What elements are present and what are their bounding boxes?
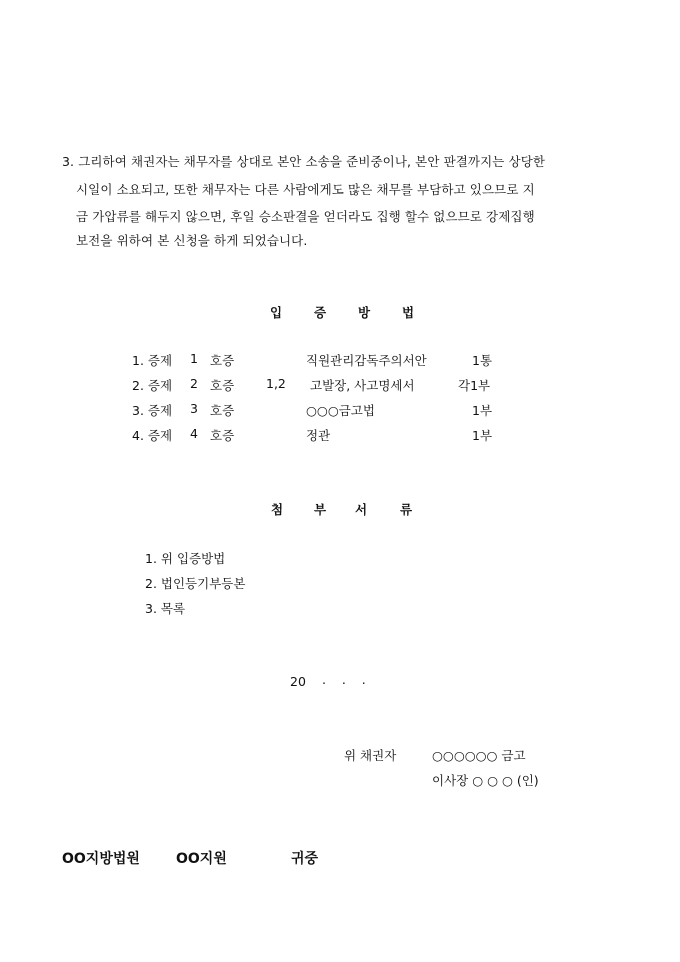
evidence-num: 2 — [190, 376, 198, 391]
heading-char: 첨 — [271, 502, 284, 517]
evidence-heading — [270, 303, 422, 321]
creditor-institution: ○○○○○○ 금고 — [432, 748, 526, 763]
paragraph-line: 3. 그리하여 채권자는 채무자를 상대로 본안 소송을 준비중이나, 본안 판결까지는 상당한 — [62, 154, 546, 169]
court-suffix: 귀중 — [291, 851, 319, 867]
evidence-label: 호증 — [210, 378, 235, 393]
evidence-label: 호증 — [210, 353, 235, 368]
heading-char: 부 — [314, 502, 327, 517]
evidence-qty: 각1부 — [458, 378, 491, 393]
evidence-row — [0, 376, 680, 396]
court-branch: OO지원 — [176, 851, 227, 867]
evidence-qty: 1부 — [472, 403, 493, 418]
evidence-num: 4 — [190, 426, 198, 441]
heading-char: 입 — [270, 305, 283, 320]
evidence-doc: 직원관리감독주의서안 — [306, 353, 427, 368]
attachment-item: 2. 법인등기부등본 — [145, 576, 246, 591]
heading-char: 법 — [402, 305, 415, 320]
evidence-row — [0, 401, 680, 421]
date-dots: . . . — [322, 672, 366, 687]
creditor-label: 위 채권자 — [344, 748, 397, 763]
heading-char: 증 — [314, 305, 327, 320]
evidence-num: 1 — [190, 351, 198, 366]
heading-char: 방 — [358, 305, 371, 320]
evidence-row — [0, 351, 680, 371]
evidence-no: 1. 증제 — [132, 353, 173, 368]
evidence-qty: 1통 — [472, 353, 493, 368]
evidence-doc: 정관 — [306, 428, 331, 443]
evidence-qty: 1부 — [472, 428, 493, 443]
evidence-label: 호증 — [210, 403, 235, 418]
court-district: OO지방법원 — [62, 851, 140, 867]
evidence-row — [0, 426, 680, 446]
attachments-heading — [271, 500, 420, 518]
evidence-num: 3 — [190, 401, 198, 416]
evidence-label: 호증 — [210, 428, 235, 443]
paragraph-line: 보전을 위하여 본 신청을 하게 되었습니다. — [76, 233, 308, 248]
evidence-no: 2. 증제 — [132, 378, 173, 393]
evidence-doc: 고발장, 사고명세서 — [310, 378, 415, 393]
creditor-director: 이사장 ○ ○ ○ (인) — [432, 773, 539, 788]
attachment-item: 1. 위 입증방법 — [145, 551, 226, 566]
heading-char: 류 — [400, 502, 413, 517]
attachment-item: 3. 목록 — [145, 601, 186, 616]
evidence-doc: ○○○금고법 — [306, 403, 375, 418]
date-year: 20 — [290, 674, 306, 689]
evidence-no: 3. 증제 — [132, 403, 173, 418]
paragraph-line: 금 가압류를 해두지 않으면, 후일 승소판결을 얻더라도 집행 할수 없으므로 강제집행 — [76, 209, 535, 224]
heading-char: 서 — [355, 502, 368, 517]
paragraph-line: 시일이 소요되고, 또한 채무자는 다른 사람에게도 많은 채무를 부담하고 있으므로 지 — [76, 182, 535, 197]
evidence-no: 4. 증제 — [132, 428, 173, 443]
evidence-extra: 1,2 — [266, 376, 286, 391]
